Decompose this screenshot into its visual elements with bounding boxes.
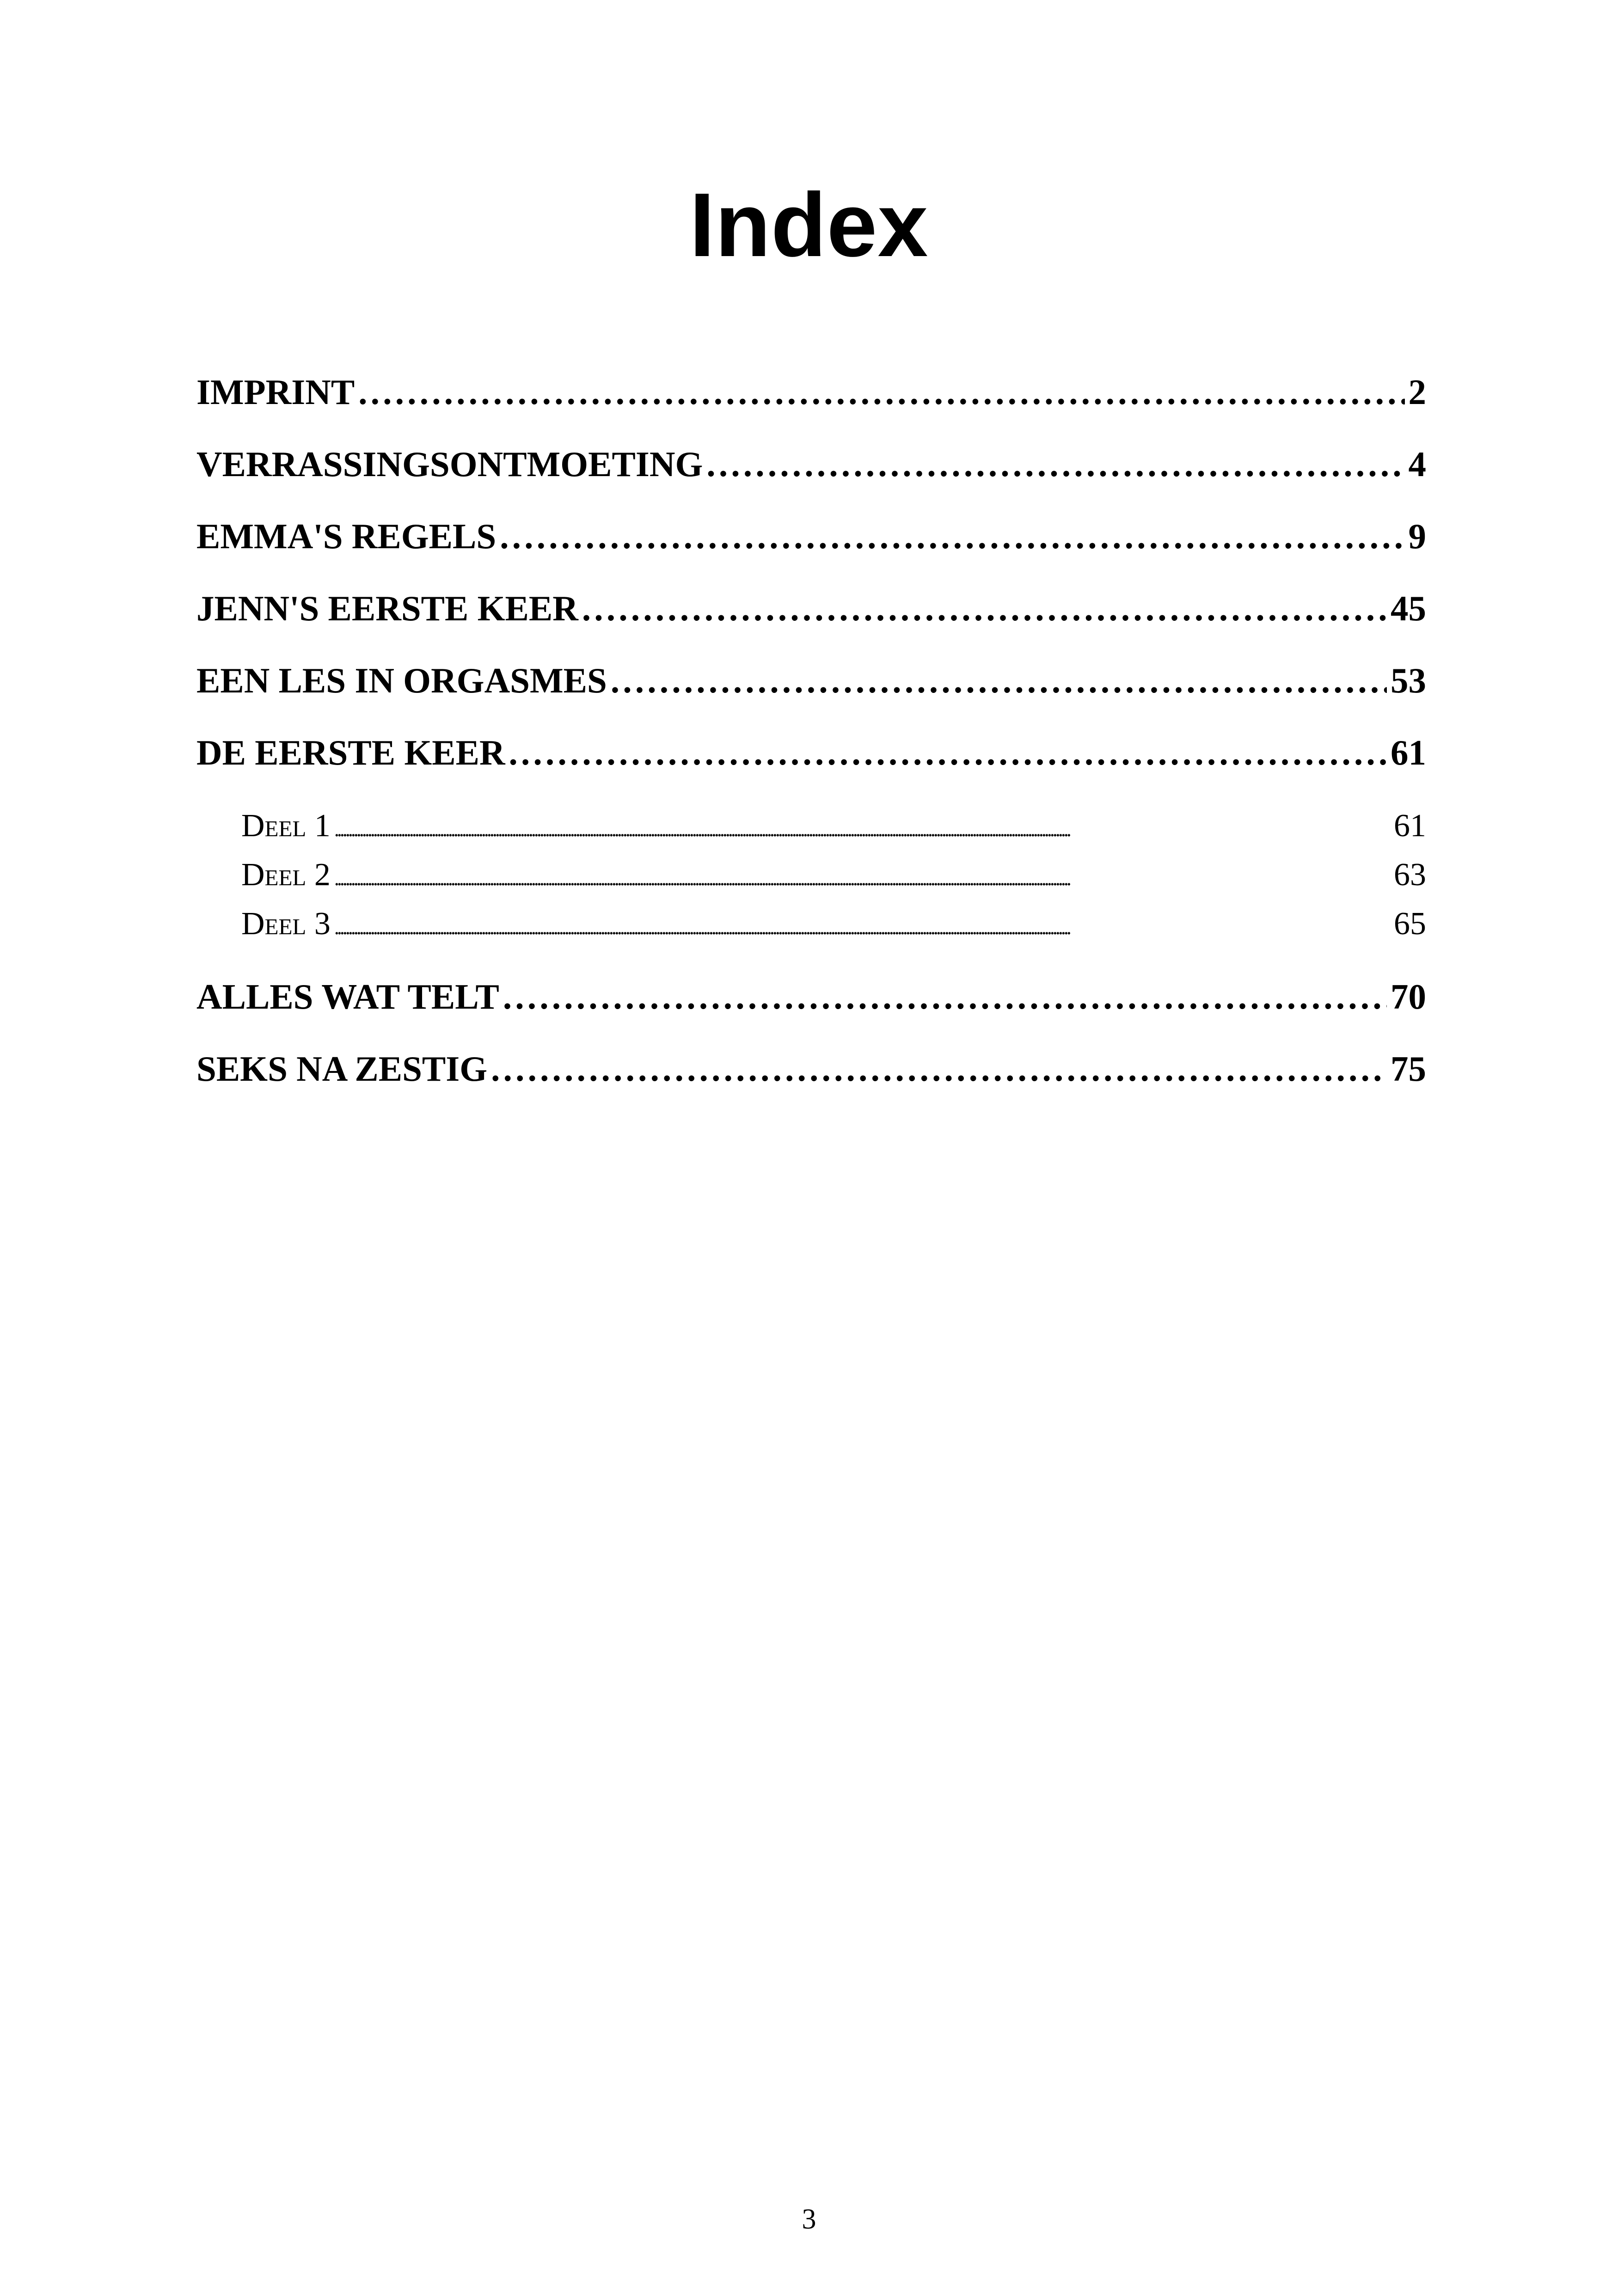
toc-entry-alles-wat-telt[interactable] [196,979,1426,1015]
toc-dot-leader [334,869,1390,889]
toc-entry-emmas-regels[interactable] [196,516,1426,556]
toc-dot-leader [611,663,1387,698]
toc-entry-page: 4 [1408,444,1426,484]
toc-entry-een-les-in-orgasmes[interactable] [196,663,1426,698]
toc-entry-label: SEKS NA ZESTIG [196,1049,488,1089]
toc-entry-de-eerste-keer[interactable] [196,735,1426,771]
toc-entry-jenns-eerste-keer[interactable] [196,588,1426,628]
toc-dot-leader [706,447,1404,482]
toc-dot-leader [334,820,1390,840]
toc-entry-label: EMMA'S REGELS [196,516,496,556]
toc-subentry-deel-1[interactable] [241,810,1426,842]
toc-entry-page: 45 [1391,588,1426,628]
toc-entry-imprint[interactable] [196,374,1426,410]
toc-entry-page: 53 [1391,661,1426,700]
toc-subentry-label: Deel 1 [241,808,331,844]
toc-entry-page: 70 [1391,977,1426,1016]
toc-subentry-page: 61 [1394,808,1426,844]
toc-entry-label: IMPRINT [196,372,355,412]
toc-subentry-label: Deel 2 [241,857,331,893]
toc-dot-leader [500,519,1404,554]
toc-entry-label: DE EERSTE KEER [196,733,505,772]
toc-dot-leader [503,979,1387,1015]
toc-dot-leader [509,735,1387,771]
toc-subentry-page: 65 [1394,906,1426,942]
toc-dot-leader [358,374,1404,410]
toc-subentry-deel-3[interactable] [241,908,1426,940]
toc-dot-leader [582,591,1387,626]
toc-entry-page: 2 [1408,372,1426,412]
page-number: 3 [802,2204,816,2235]
toc-entry-label: ALLES WAT TELT [196,977,499,1016]
toc-entry-seks-na-zestig[interactable] [196,1051,1426,1087]
toc-subentry-label: Deel 3 [241,906,331,942]
toc-entry-label: EEN LES IN ORGASMES [196,661,607,700]
toc-subentry-deel-2[interactable] [241,859,1426,891]
toc-dot-leader [491,1051,1387,1087]
toc-entry-label: JENN'S EERSTE KEER [196,588,578,628]
toc-dot-leader [334,918,1390,938]
toc-entry-label: VERRASSINGSONTMOETING [196,444,703,484]
toc-entry-page: 75 [1391,1049,1426,1089]
toc-subentry-page: 63 [1394,857,1426,893]
toc-entry-page: 61 [1391,733,1426,772]
page-title: Index [689,174,929,276]
toc-entry-verrassingsontmoeting[interactable] [196,444,1426,484]
toc-entry-page: 9 [1408,516,1426,556]
